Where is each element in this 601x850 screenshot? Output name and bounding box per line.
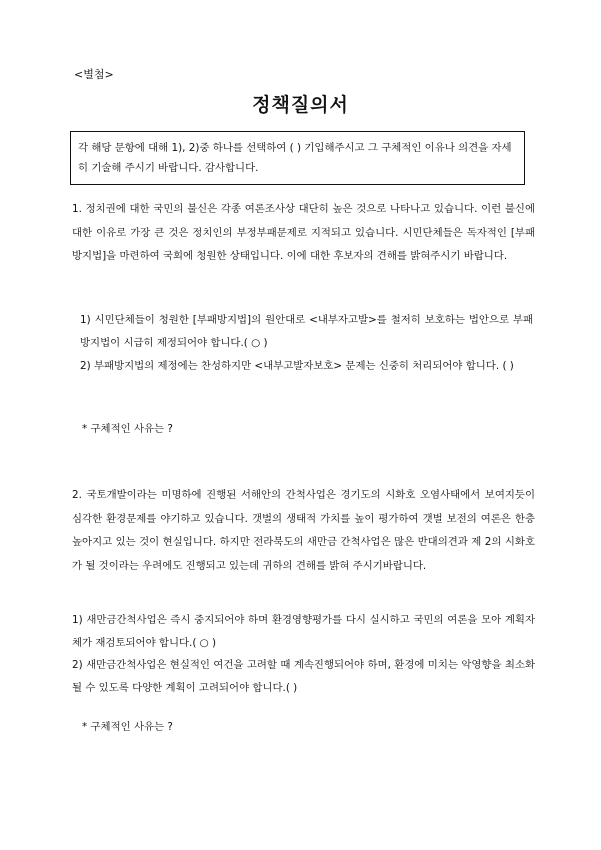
- question-1-text: 1. 정치권에 대한 국민의 불신은 각종 여론조사상 대단히 높은 것으로 나타나고 있습니다. 이런 불신에 대한 이유로 가장 큰 것은 정치인의 부정부패문제로 지적되고 있습니다. 시민단체들은 독자적인 [부패방지법]을 마련하여 국회에 청원한 상태입니다. 이에 대한 후보자의 견해를 밝혀주시기 바랍니다.: [72, 203, 535, 262]
- instructions-box: 각 해당 문항에 대해 1), 2)중 하나를 선택하여 ( ) 기입해주시고 그 구체적인 이유나 의견을 자세히 기술해 주시기 바랍니다. 감사합니다.: [70, 131, 525, 185]
- question-1-option-2: 2) 부패방지법의 제정에는 찬성하지만 <내부고발자보호> 문제는 신중히 처리되어야 합니다. ( ): [80, 360, 514, 372]
- question-2-option-1: 1) 새만금간척사업은 즉시 중지되어야 하며 환경영향평가를 다시 실시하고 국민의 여론을 모아 계획자체가 재검토되어야 합니다.( ○ ): [72, 614, 535, 649]
- question-1-option-1: 1) 시민단체들이 청원한 [부패방지법]의 원안대로 <내부자고발>를 철저히 보호하는 법안으로 부패방지법이 시급히 제정되어야 합니다.( ○ ): [80, 314, 533, 349]
- question-2-option-2: 2) 새만금간척사업은 현실적인 여건을 고려할 때 계속진행되어야 하며, 환경에 미치는 악영향을 최소화 될 수 있도록 다양한 계획이 고려되어야 합니다.( ): [72, 659, 535, 694]
- question-1-reason-prompt: * 구체적인 사유는 ?: [82, 423, 173, 435]
- page-title: 정책질의서: [252, 94, 349, 116]
- attachment-label: <별첨>: [74, 68, 114, 81]
- question-2-reason-prompt: * 구체적인 사유는 ?: [82, 721, 173, 733]
- question-2-text: 2. 국토개발이라는 미명하에 진행된 서해안의 간척사업은 경기도의 시화호 오염사태에서 보여지듯이 심각한 환경문제를 야기하고 있습니다. 갯벌의 생태적 가치를 높이 평가하여 갯벌 보전의 여론은 한층 높아지고 있는 것이 현실입니다. 하지만 전라북도의 새만금 간척사업은 많은 반대의견과 제 2의 시화호가 될 것이라는 우려에도 진행되고 있는데 귀하의 견해를 밝혀 주시기바랍니다.: [72, 489, 535, 572]
